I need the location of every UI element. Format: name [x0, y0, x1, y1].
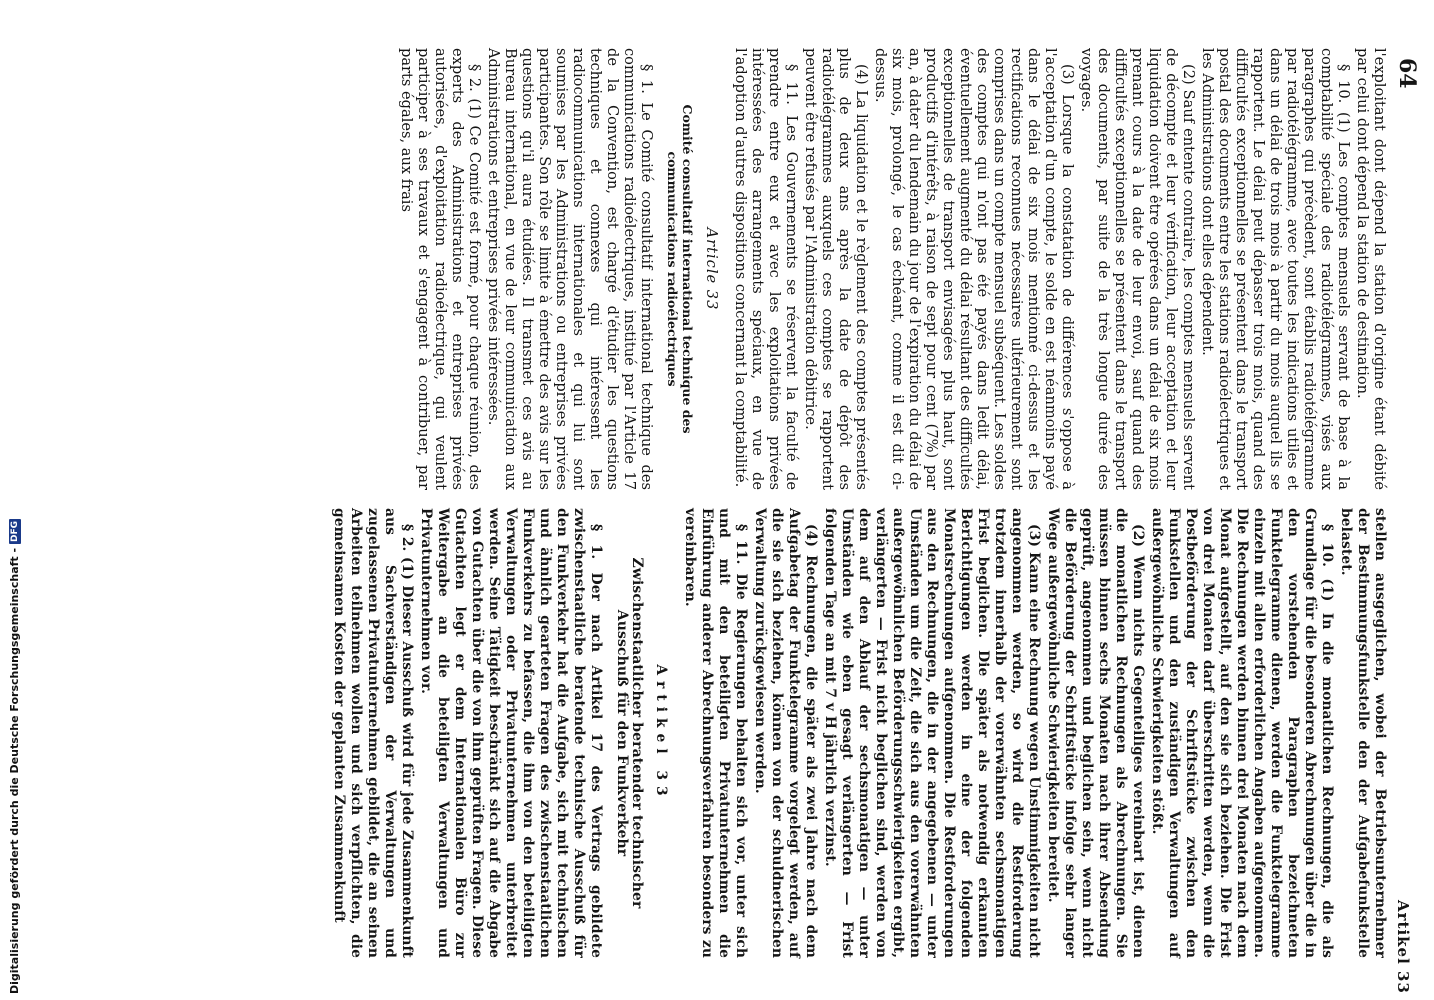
fr-article-33-section-2: § 2. (1) Ce Comité est formé, pour chaque réunion, des experts des Administrations et entreprises privées autorisées, d'exploitation radioélectrique, qui veulent participer à ses travaux et s'engagent à contribuer, par parts égales, aux frais	[398, 48, 483, 490]
de-section-10-4: (4) Rechnungen, die später als zwei Jahre nach dem Aufgabetag der Funktelegramme vorgelegt werden, auf die sie sich beziehen, können von der schuldnerischen Verwaltung zurückgewiesen werden.	[752, 508, 819, 958]
german-column	[0, 508, 1434, 958]
fr-section-10-1: § 10. (1) Les comptes mensuels servant de base à la comptabilité spéciale des radiotélégrammes, visés aux paragraphes qui précèdent, sont établis radiotélégramme par radiotélégramme, avec toutes les indications utiles et dans un délai de trois mois à partir du mois auquel ils se rapportent. Le délai peut dépasser trois mois, quand des difficultés exceptionnelles se présentent dans le transport postal des documents entre les stations radioélectriques et les Administrations dont elles dépendent.	[1199, 48, 1352, 490]
french-column	[0, 48, 1434, 490]
fr-section-10-4: (4) La liquidation et le règlement des comptes présentés plus de deux ans après la date de dépôt des radiotélégrammes auxquels ces comptes se rapportent peuvent être refusés par l'Administration débitrice.	[802, 48, 870, 490]
de-paragraph-continuation: stellen ausgeglichen, wobei der Betriebsunternehmer der Bestimmungsfunkstelle den der Aufgabefunkstelle belastet.	[1338, 508, 1388, 958]
de-section-10-2: (2) Wenn nichts Gegenteiliges vereinbart ist, dienen die monatlichen Rechnungen als Abrechnungen. Sie müssen binnen sechs Monaten nach ihrer Absendung geprüft, angenommen und beglichen sein, wenn nicht die Beförderung der Schriftstücke infolge sehr langer Wege außergewöhnliche Schwierigkeiten bereitet.	[1045, 508, 1146, 958]
fr-paragraph-continuation: l'exploitant dont dépend la station d'origine étant débité par celui dont dépend la station de destination.	[1354, 48, 1388, 490]
fr-section-10-2: (2) Sauf entente contraire, les comptes mensuels servent de décompte et leur vérification, leur acceptation et leur liquidation doivent être opérées dans un délai de six mois prenant cours à la date de leur envoi, sauf quand des difficultés exceptionnelles se présentent dans le transport des documents, par suite de la très longue durée des voyages.	[1078, 48, 1197, 490]
fr-section-11: § 11. Les Gouvernements se réservent la faculté de prendre entre eux et avec les exploitations privées intéressées des arrangements spéciaux, en vue de l'adoption d'autres dispositions concernant la comptabilité.	[732, 48, 800, 490]
de-article-heading: Zwischenstaatlicher beratender technischer Ausschuß für den Funkverkehr	[614, 557, 645, 909]
dfg-logo: DFG	[9, 520, 20, 542]
de-article-title: Artikel 33	[653, 664, 669, 802]
de-section-10-3: (3) Kann eine Rechnung wegen Unstimmigkeiten nicht angenommen werden, so wird die Restforderung trotzdem innerhalb der vorerwähnten sechsmonatigen Frist beglichen. Die später als notwendig erkannten Berichtigungen werden in eine der folgenden Monatsrechnungen aufgenommen. Die Restforderungen aus den Rechnungen, die in der angegebenen — unter Umständen um die Zeit, die sich aus den vorerwähnten außergewöhnlichen Beförderungsschwierigkeiten ergibt, verlängerten — Frist nicht beglichen sind, werden von dem auf den Ablauf der sechsmonatigen — unter Umständen wie eben gesagt verlängerten — Frist folgenden Tage an mit 7 v H jährlich verzinst.	[822, 508, 1042, 958]
digitization-credit-text: Digitalisierung gefördert durch die Deutsche Forschungsgemeinschaft -	[8, 547, 21, 994]
de-section-11: § 11. Die Regierungen behalten sich vor, unter sich und mit den beteiligten Privatunternehmen die Einführung anderer Abrechnungsverfahren besonders zu vereinbaren.	[682, 508, 749, 958]
digitization-credit	[8, 519, 21, 994]
fr-section-10-3: (3) Lorsque la constatation de différences s'oppose à l'acceptation d'un compte, le solde en est néanmoins payé dans le délai de six mois mentionné ci-dessus et les rectifications reconnues nécessaires ultérieurement sont comprises dans un compte mensuel subséquent. Les soldes des comptes qui n'ont pas été payés dans ledit délai, éventuellement augmenté du délai résultant des difficultés exceptionnelles de transport envisagées plus haut, sont productifs d'intérêts, à raison de sept pour cent (7%) par an, à dater du lendemain du jour de l'expiration du délai de six mois, prolongé, le cas échéant, comme il est dit ci-dessus.	[872, 48, 1076, 490]
de-article-33-section-2: § 2. (1) Dieser Ausschuß wird für jede Zusammenkunft aus Sachverständigen der Verwaltungen und zugelassenen Privatunternehmen gebildet, die an seinen Arbeiten teilnehmen wollen und sich verpflichten, die gemeinsamen Kosten der geplanten Zusammenkunft	[331, 508, 415, 958]
de-section-10-1: § 10. (1) In die monatlichen Rechnungen, die als Grundlage für die besonderen Abrechnungen über die in den vorstehenden Paragraphen bezeichneten Funktelegramme dienen, werden die Funktelegramme einzeln mit allen erforderlichen Angaben aufgenommen. Die Rechnungen werden binnen drei Monaten nach dem Monat aufgestellt, auf den sie sich beziehen. Die Frist von drei Monaten darf überschritten werden, wenn die Postbeförderung der Schriftstücke zwischen den Funkstellen und den zuständigen Verwaltungen auf außergewöhnliche Schwierigkeiten stößt.	[1149, 508, 1335, 958]
page-number: 64	[1394, 58, 1420, 89]
de-article-33-section-1: § 1. Der nach Artikel 17 des Vertrags gebildete zwischenstaatliche beratende technische Ausschuß für den Funkverkehr hat die Aufgabe, sich mit technischen und ähnlich gearteten Fragen des zwischenstaatlichen Funkverkehrs zu befassen, die ihm von den beteiligten Verwaltungen oder Privatunternehmen unterbreitet werden. Seine Tätigkeit beschränkt sich auf die Abgabe von Gutachten über die von ihm geprüften Fragen. Diese Gutachten legt er dem Internationalen Büro zur Weitergabe an die beteiligten Verwaltungen und Privatunternehmen vor.	[418, 508, 604, 958]
fr-article-title: Article 33	[703, 227, 720, 311]
fr-article-33-section-1: § 1. Le Comité consultatif international technique des communications radioélectriques, institué par l'Article 17 de la Convention, est chargé d'étudier les questions techniques et connexes qui intéressent les radiocommunications internationales et qui lui sont soumises par les Administrations ou entreprises privées participantes. Son rôle se limite à émettre des avis sur les questions qu'il aura étudiées. Il transmet ces avis au Bureau international, en vue de leur communication aux Administrations et entreprises privées intéressées.	[485, 48, 655, 490]
fr-article-heading: Comité consultatif international technique des communications radioélectriques	[665, 104, 695, 434]
running-head: Artikel 33	[1394, 900, 1412, 994]
